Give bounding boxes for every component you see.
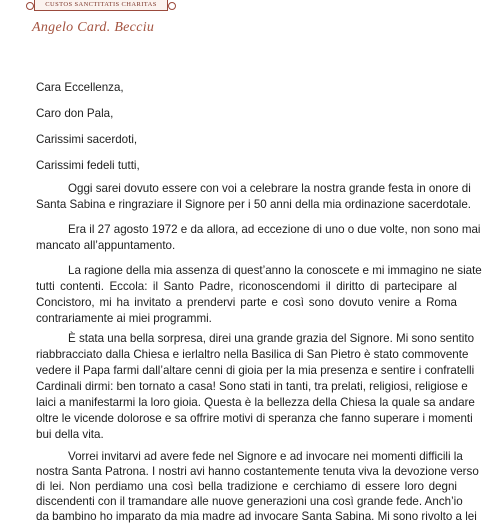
paragraph-line: Vorrei invitarvi ad avere fede nel Signore e ad invocare nei momenti difficili la xyxy=(68,450,463,463)
paragraph-line: Era il 27 agosto 1972 e da allora, ad eccezione di uno o due volte, non sono mai xyxy=(68,223,481,236)
salutation-sacerdoti: Carissimi sacerdoti, xyxy=(36,133,138,146)
paragraph-line: discendenti con il tramandare alle nuove generazioni una così grande fede. Anch’io xyxy=(36,495,463,508)
paragraph-line: vedere il Papa farmi dall’altare cenni di gioia per la mia presenza e sentire i confratelli xyxy=(36,364,475,377)
paragraph-line: tutti contenti. Eccola: il Santo Padre, riconoscendomi il diritto di partecipare al xyxy=(36,280,457,293)
paragraph-line: Concistoro, mi ha invitato a prendervi parte e così sono dovuto venire a Roma xyxy=(36,296,457,309)
paragraph-line: È stata una bella sorpresa, direi una grande grazia del Signore. Mi sono sentito xyxy=(68,332,475,345)
paragraph-line: Santa Sabina e ringraziare il Signore per i 50 anni della mia ordinazione sacerdotale. xyxy=(36,198,472,211)
cardinal-signature: Angelo Card. Becciu xyxy=(32,20,155,35)
paragraph-line: oltre le vicende dolorose e sa offrire motivi di speranza che fanno superare i momenti xyxy=(36,412,473,425)
paragraph-line: contrariamente ai miei programmi. xyxy=(36,312,212,325)
paragraph-line: Cardinali dirmi: ben tornato a casa! Sono stati in tanti, tra prelati, religiosi, religiose e xyxy=(36,380,468,393)
paragraph-line: da bambino ho imparato da mia madre ad invocare Santa Sabina. Mi sono rivolto a lei xyxy=(36,510,477,523)
paragraph-line: riabbracciato dalla Chiesa e ierlaltro nella Basilica di San Pietro è stato commovente xyxy=(36,348,469,361)
paragraph-line: laici a manifestarmi la loro gioia. Questa è la bellezza della Chiesa la quale sa andare xyxy=(36,396,475,409)
paragraph-line: La ragione della mia assenza di quest’anno la conoscete e mi immagino ne siate xyxy=(68,264,482,277)
paragraph-line: Oggi sarei dovuto essere con voi a celebrare la nostra grande festa in onore di xyxy=(68,182,471,195)
paragraph-line: nostra Santa Patrona. I nostri avi hanno costantemente tenuta viva la devozione verso xyxy=(36,465,479,478)
seal-banner: CUSTOS SANCTITATIS CHARITAS xyxy=(34,0,168,11)
paragraph-line: bui della vita. xyxy=(36,428,104,441)
salutation-eccellenza: Cara Eccellenza, xyxy=(36,81,124,94)
salutation-don-pala: Caro don Pala, xyxy=(36,107,114,120)
paragraph-line: mancato all’appuntamento. xyxy=(36,239,176,252)
salutation-fedeli: Carissimi fedeli tutti, xyxy=(36,159,140,172)
paragraph-line: di lei. Non perdiamo una così bella tradizione e cerchiamo di essere loro degni xyxy=(36,480,457,493)
